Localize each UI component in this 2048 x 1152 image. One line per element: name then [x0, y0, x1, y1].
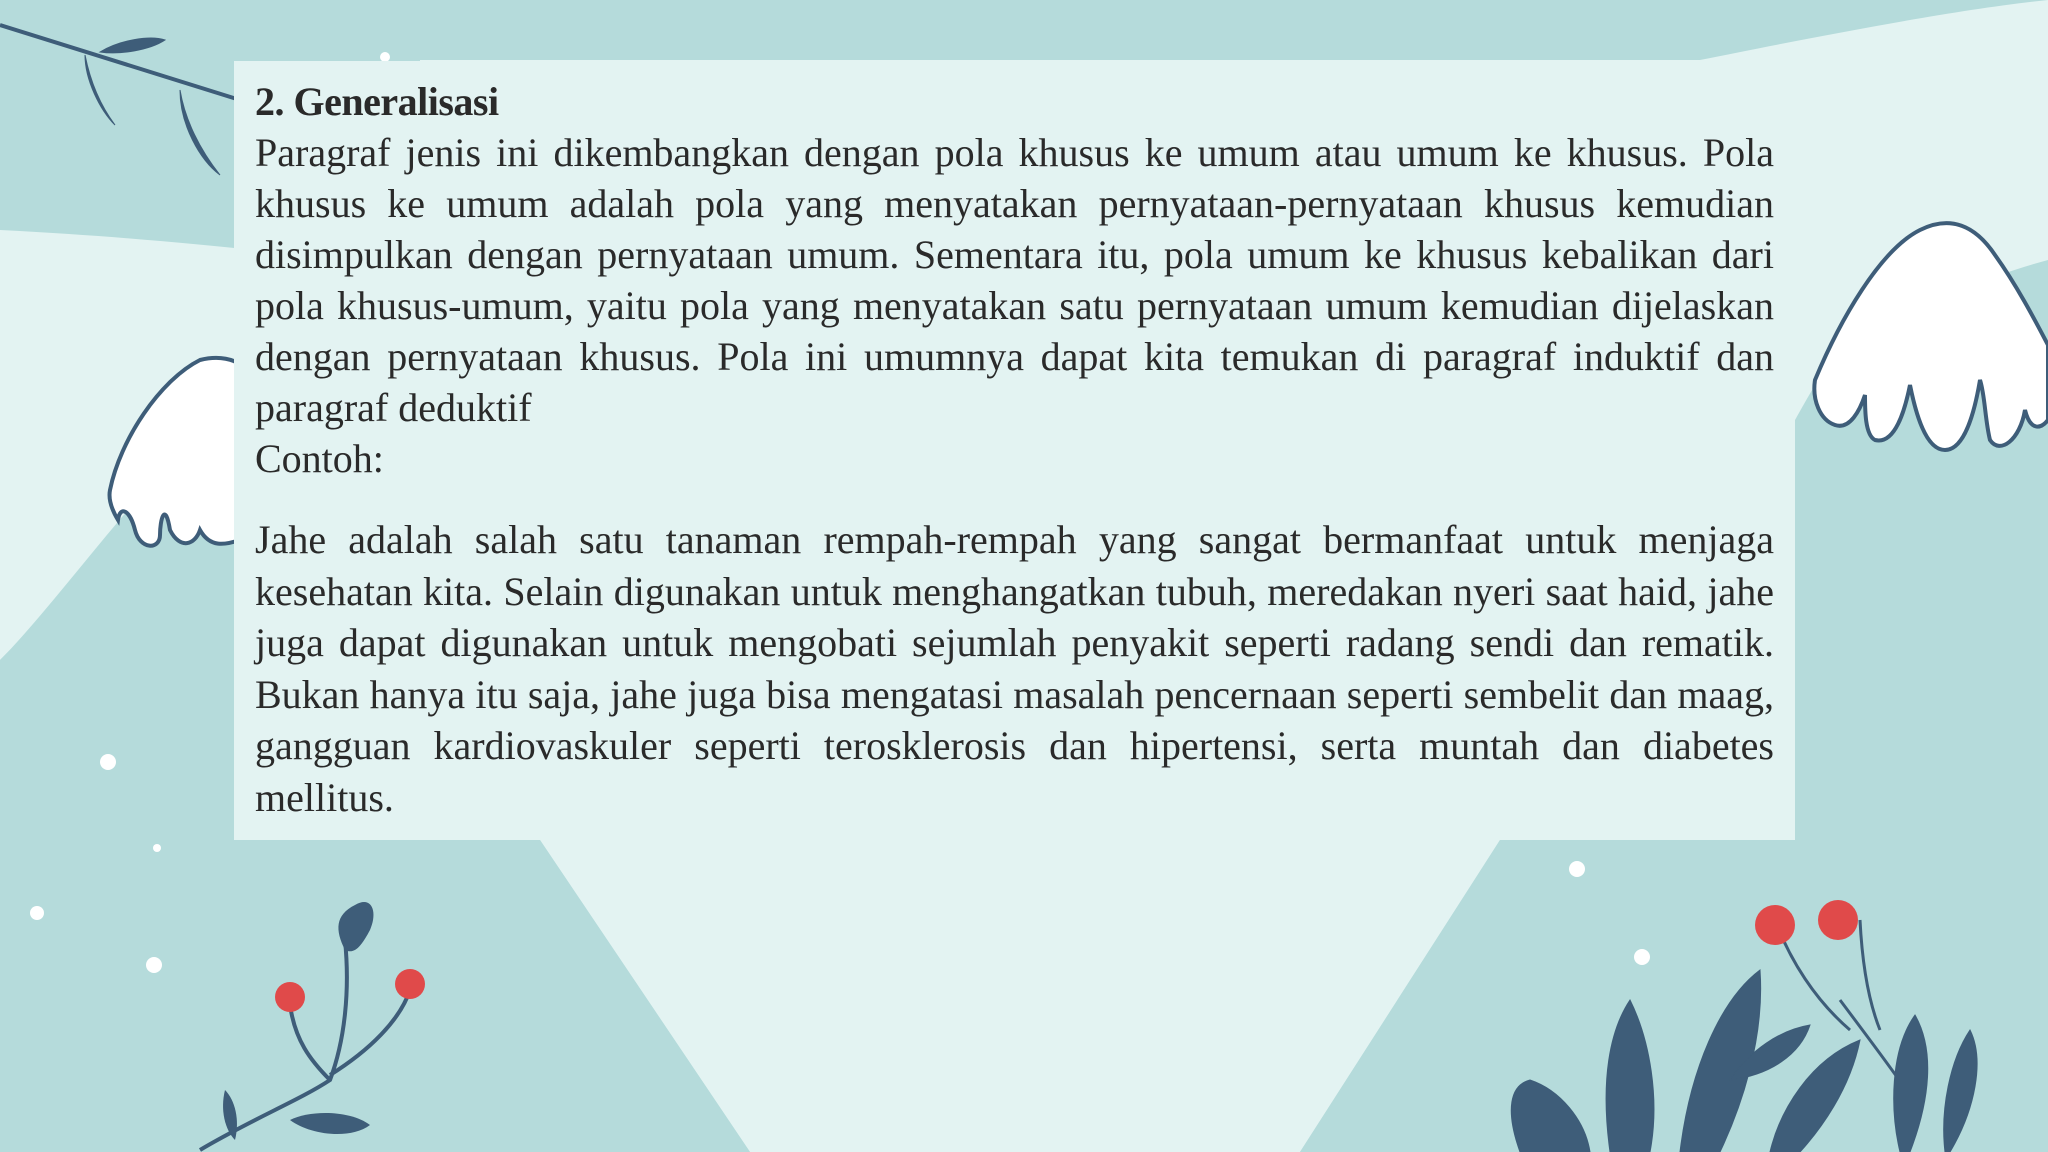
example-paragraph: Jahe adalah salah satu tanaman rempah-rempah yang sangat bermanfaat untuk menjaga kesehatan kita. Selain digunakan untuk menghangatkan tubuh, meredakan nyeri saat haid, jahe juga dapat digunakan untuk mengobati sejumlah penyakit seperti radang sendi dan rematik. Bukan hanya itu saja, jahe juga bisa mengatasi masalah pencernaan seperti sembelit dan maag, gangguan kardiovaskuler seperti terosklerosis dan hipertensi, serta muntah dan diabetes mellitus. — [255, 517, 1774, 820]
content-text-box — [234, 61, 1795, 837]
definition-paragraph: Paragraf jenis ini dikembangkan dengan pola khusus ke umum atau umum ke khusus. Pola khusus ke umum adalah pola yang menyatakan pernyataan-pernyataan khusus kemudian disimpulkan dengan pernyataan umum. Sementara itu, pola umum ke khusus kebalikan dari pola khusus-umum, yaitu pola yang menyatakan satu pernyataan umum kemudian dijelaskan dengan pernyataan khusus. Pola ini umumnya dapat kita temukan di paragraf induktif dan paragraf deduktif — [255, 130, 1774, 430]
section-heading: 2. Generalisasi — [255, 79, 499, 124]
example-label: Contoh: — [255, 436, 384, 481]
